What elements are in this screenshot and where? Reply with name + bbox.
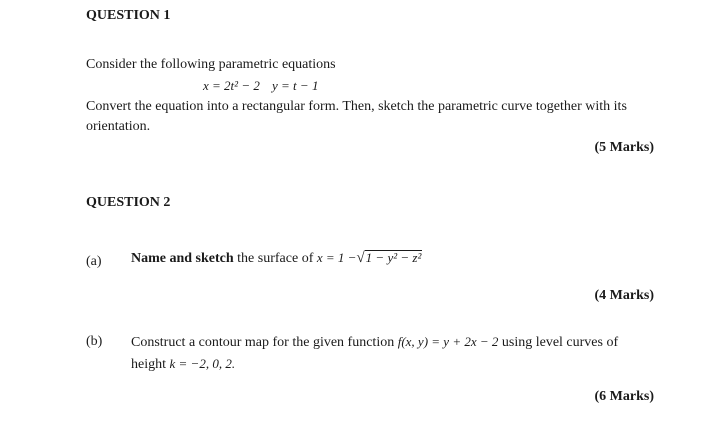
question-1-intro: Consider the following parametric equations	[86, 57, 336, 72]
part-a-label: (a)	[86, 254, 102, 269]
eq-x-rhs: = 2t² − 2	[212, 78, 260, 93]
parametric-equation-y	[272, 78, 318, 94]
eq-y-variable: y	[272, 78, 278, 93]
part-b-marks: (6 Marks)	[594, 389, 654, 404]
question-2-heading: QUESTION 2	[86, 195, 171, 210]
part-a-square-root	[356, 250, 422, 267]
part-b-line-1	[131, 334, 618, 351]
radical-sign-icon: √	[356, 250, 365, 266]
part-a-bold-text: Name and sketch	[131, 251, 234, 266]
parametric-equation-x	[203, 78, 260, 94]
question-1-instruction-line-2: orientation.	[86, 119, 151, 134]
part-a-radicand: 1 − y² − z²	[365, 250, 422, 265]
part-b-label: (b)	[86, 334, 103, 349]
part-b-text-before: Construct a contour map for the given function	[131, 335, 395, 350]
part-a-marks: (4 Marks)	[594, 288, 654, 303]
part-b-text-after: using level curves of	[501, 335, 619, 350]
part-a-text	[131, 250, 422, 267]
question-1-heading: QUESTION 1	[86, 8, 171, 23]
part-b-line-2	[131, 356, 235, 373]
question-1-instruction-line-1: Convert the equation into a rectangular form. Then, sketch the parametric curve together with its	[86, 99, 627, 114]
part-b-function: f(x, y) = y + 2x − 2	[397, 334, 499, 349]
eq-y-rhs: = t − 1	[281, 78, 319, 93]
part-b-level-values: k = −2, 0, 2.	[169, 356, 236, 371]
eq-x-variable: x	[203, 78, 209, 93]
question-1-marks: (5 Marks)	[594, 140, 654, 155]
part-a-plain-text: the surface of	[233, 251, 317, 266]
part-b-line-2-prefix: height	[131, 357, 166, 372]
part-a-equation-lhs: x = 1 −	[316, 250, 357, 265]
